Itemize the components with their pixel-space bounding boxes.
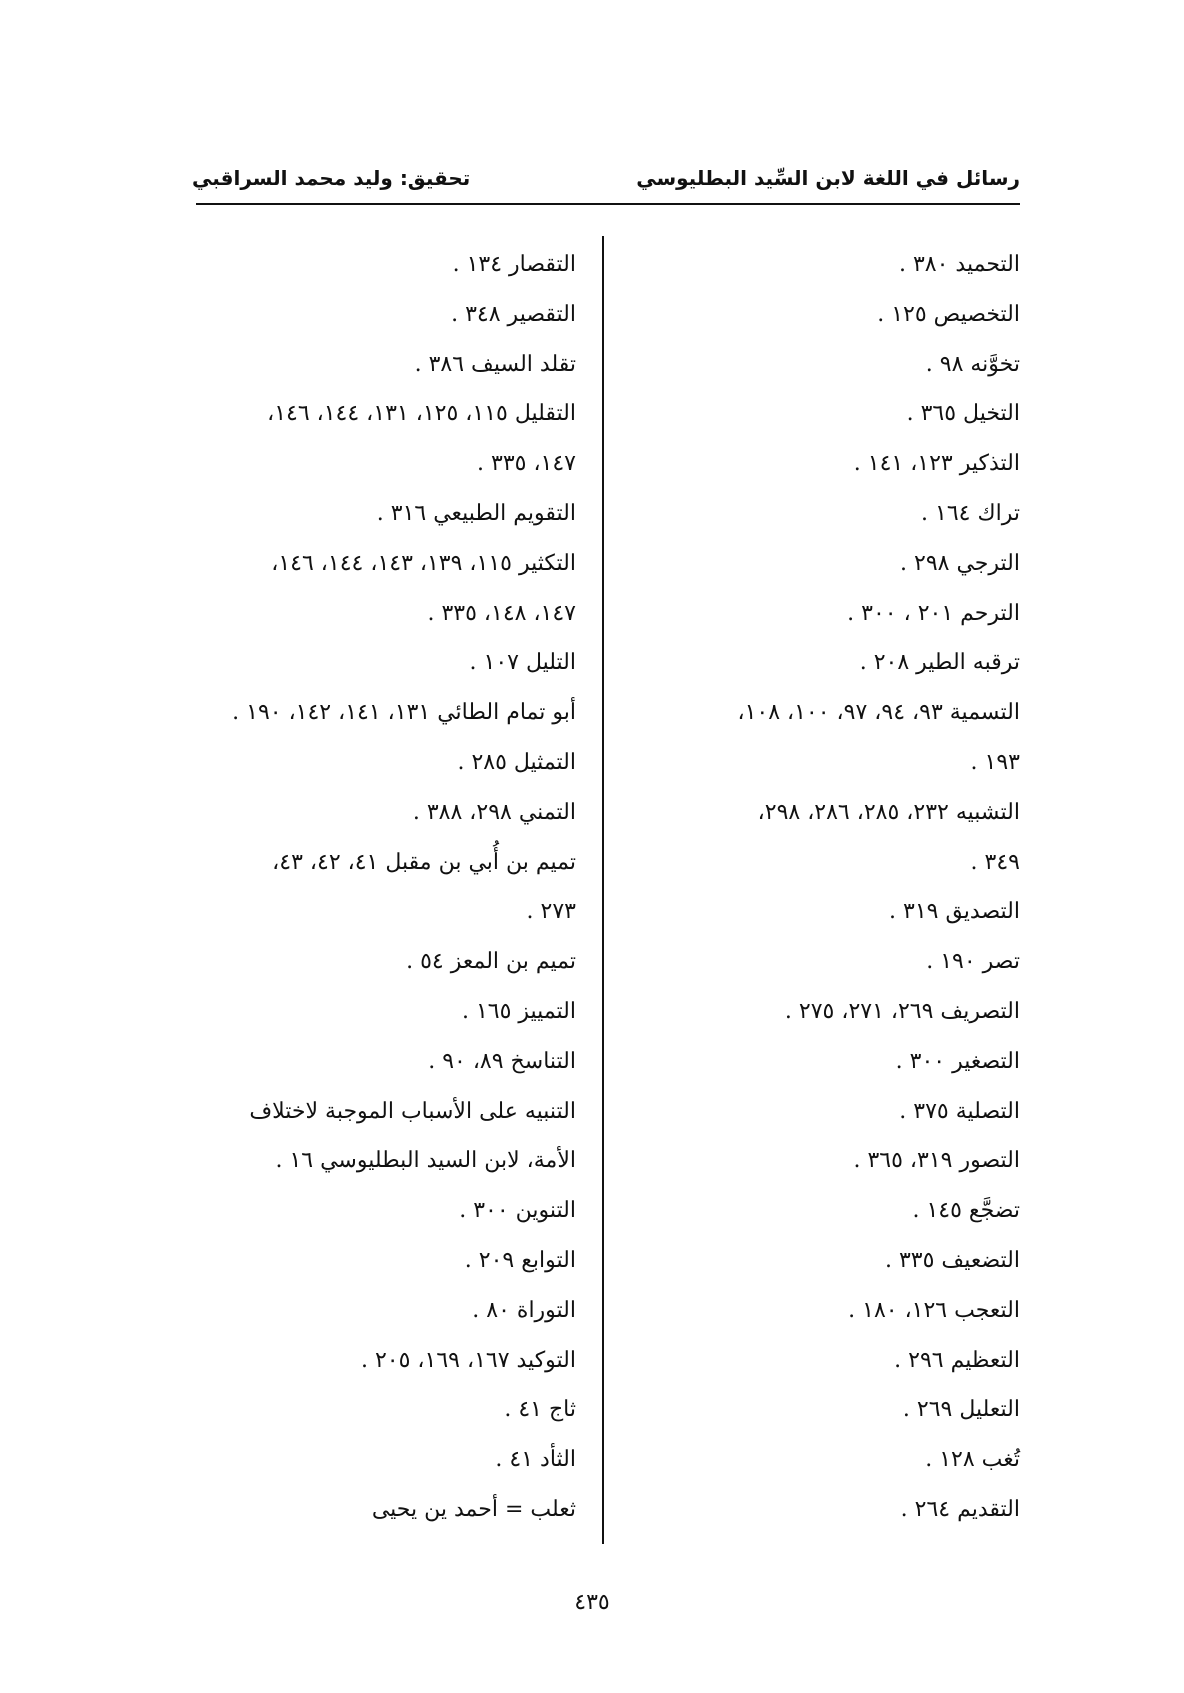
index-entry: التشبيه ٢٣٢، ٢٨٥، ٢٨٦، ٢٩٨، [757,799,1020,825]
index-entry: ثعلب = أحمد ين يحيى [371,1496,576,1522]
index-entry: التصور ٣١٩، ٣٦٥ . [853,1148,1020,1174]
index-entry: تميم بن أُبي بن مقبل ٤١، ٤٢، ٤٣، [272,849,576,875]
index-entry: تميم بن المعز ٥٤ . [406,949,576,975]
index-column-left [192,240,576,1535]
index-entry: التوراة ٨٠ . [472,1297,576,1323]
index-entry: تخوَّنه ٩٨ . [925,351,1020,377]
index-entry: التصديق ٣١٩ . [889,899,1020,925]
index-entry: التعليل ٢٦٩ . [902,1397,1020,1423]
index-entry: الترجي ٢٩٨ . [900,550,1020,576]
index-entry: التذكير ١٢٣، ١٤١ . [853,451,1020,477]
index-entry: ١٤٧، ٣٣٥ . [477,451,576,477]
page-number: ٤٣٥ [574,1590,610,1615]
index-entry: التنوين ٣٠٠ . [459,1198,576,1224]
index-entry: التوابع ٢٠٩ . [464,1247,576,1273]
index-entry: تراك ١٦٤ . [921,500,1020,526]
index-entry: التصغير ٣٠٠ . [895,1048,1020,1074]
index-entry: التقصير ٣٤٨ . [451,301,576,327]
index-entry: ثاج ٤١ . [504,1397,576,1423]
index-entry: الترحم ٢٠١ ، ٣٠٠ . [847,600,1020,626]
index-entry: ١٤٧، ١٤٨، ٣٣٥ . [427,600,576,626]
index-entry: التخيل ٣٦٥ . [906,401,1020,427]
column-divider [602,236,604,1544]
index-entry: ٣٤٩ . [970,849,1020,875]
running-header [192,158,1020,198]
index-entry: أبو تمام الطائي ١٣١، ١٤١، ١٤٢، ١٩٠ . [232,700,576,726]
index-entry: التسمية ٩٣، ٩٤، ٩٧، ١٠٠، ١٠٨، [737,700,1020,726]
index-entry: ١٩٣ . [970,749,1020,775]
header-rule [196,203,1020,205]
index-entry: التخصيص ١٢٥ . [877,301,1020,327]
index-entry: التقديم ٢٦٤ . [900,1496,1020,1522]
index-entry: التليل ١٠٧ . [469,650,576,676]
index-entry: التحميد ٣٨٠ . [898,252,1020,277]
index-entry: التناسخ ٨٩، ٩٠ . [428,1048,576,1074]
index-entry: التمييز ١٦٥ . [461,998,576,1024]
index-entry: التصلية ٣٧٥ . [899,1098,1020,1124]
header-editor: تحقيق: وليد محمد السراقبي [192,166,471,190]
index-entry: التمثيل ٢٨٥ . [457,749,576,775]
index-entry: التضعيف ٣٣٥ . [884,1247,1020,1273]
index-entry: تُغب ١٢٨ . [925,1447,1020,1473]
index-column-right [626,240,1020,1535]
index-entry: ٢٧٣ . [526,899,576,925]
index-entry: التقويم الطبيعي ٣١٦ . [376,500,576,526]
index-entry: التوكيد ١٦٧، ١٦٩، ٢٠٥ . [360,1347,576,1373]
index-entry: التصريف ٢٦٩، ٢٧١، ٢٧٥ . [784,998,1020,1024]
index-entry: التمني ٢٩٨، ٣٨٨ . [412,799,576,825]
index-entry: الأمة، لابن السيد البطليوسي ١٦ . [275,1148,576,1174]
index-entry: التقليل ١١٥، ١٢٥، ١٣١، ١٤٤، ١٤٦، [267,401,576,427]
index-entry: التنبيه على الأسباب الموجبة لاختلاف [249,1098,576,1124]
index-entry: التكثير ١١٥، ١٣٩، ١٤٣، ١٤٤، ١٤٦، [271,550,576,576]
index-entry: تضجَّع ١٤٥ . [912,1198,1020,1224]
index-entry: ترقبه الطير ٢٠٨ . [859,650,1020,676]
index-entry: الثأد ٤١ . [495,1447,576,1473]
index-entry: تقلد السيف ٣٨٦ . [414,351,576,377]
header-title: رسائل في اللغة لابن السِّيد البطليوسي [636,166,1020,190]
index-entry: تصر ١٩٠ . [926,949,1020,975]
index-entry: التعجب ١٢٦، ١٨٠ . [848,1297,1020,1323]
index-entry: التقصار ١٣٤ . [452,252,576,277]
index-entry: التعظيم ٢٩٦ . [894,1347,1020,1373]
